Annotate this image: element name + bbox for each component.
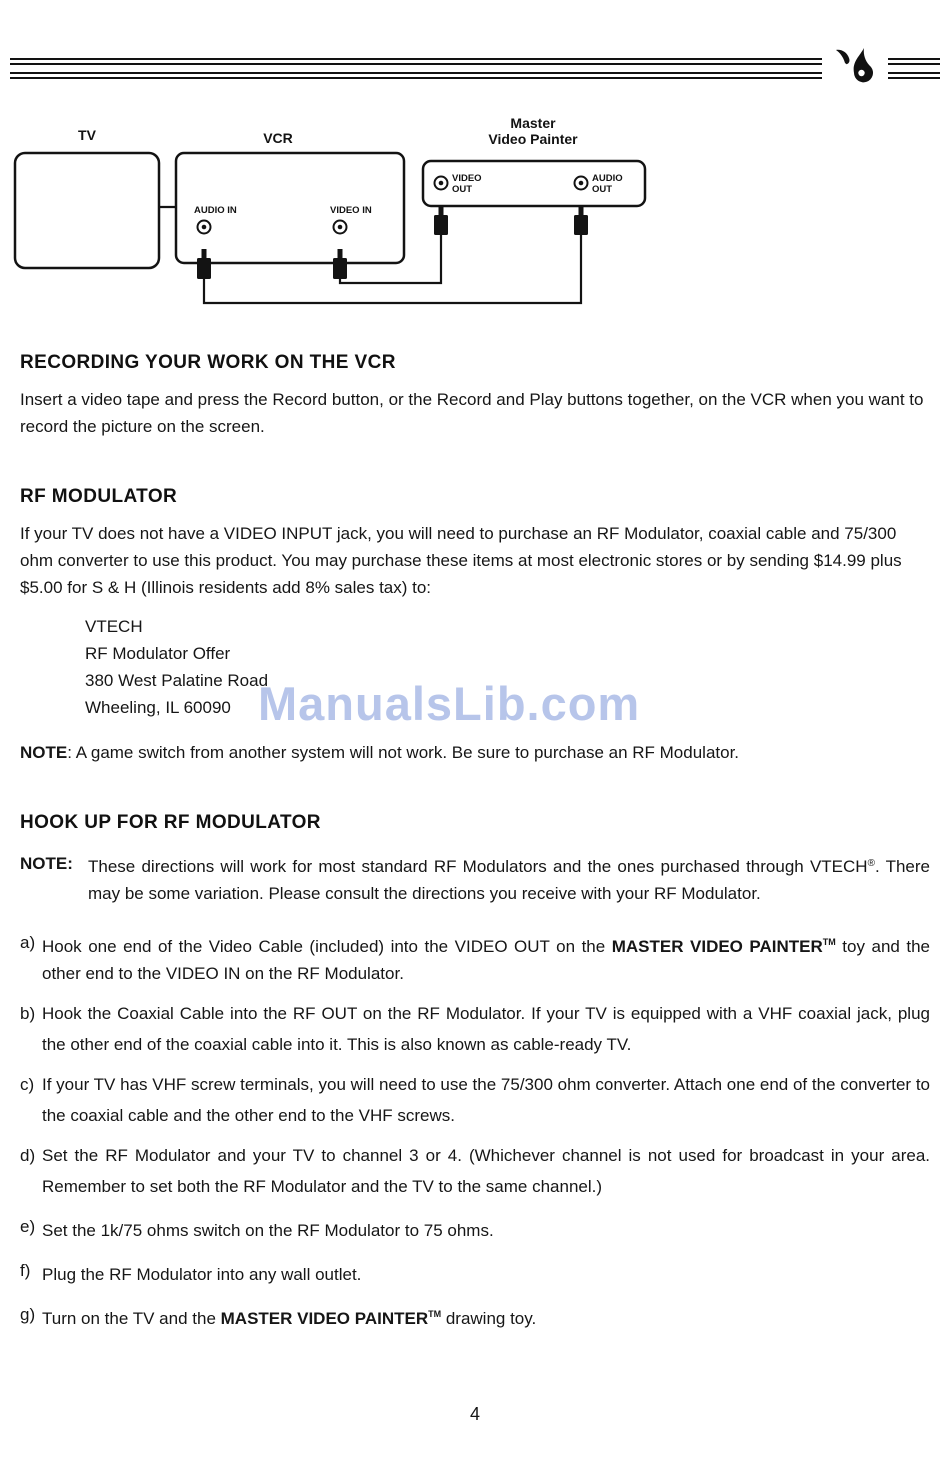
audio-out-label-line2: OUT: [592, 184, 613, 195]
trademark-mark: TM: [822, 937, 836, 947]
address-line: 380 West Palatine Road: [85, 671, 269, 690]
step-label: f): [20, 1261, 31, 1280]
address-line: VTECH: [85, 617, 143, 636]
manualslib-watermark: ManualsLib.com: [258, 677, 641, 730]
recording-paragraph: Insert a video tape and press the Record button, or the Record and Play buttons together, on the VCR when you want to record the picture on the screen.: [20, 390, 924, 436]
video-in-label: VIDEO IN: [330, 205, 372, 216]
mvp-label-line1: Master: [510, 115, 556, 131]
rf-modulator-note: [20, 739, 930, 766]
mailing-address: [85, 613, 930, 721]
video-out-label-line1: VIDEO: [452, 173, 482, 184]
brand-logo-icon: [822, 46, 888, 88]
rf-modulator-paragraph: If your TV does not have a VIDEO INPUT jack, you will need to purchase an RF Modulator, coaxial cable and 75/300 ohm converter to use this product. You may purchase these items at most electronic stores or by sending $14.99 plus $5.00 for S & H (Illinois residents add 8% sales tax) to:: [20, 524, 902, 597]
tv-label: TV: [78, 127, 96, 143]
hookup-step-f: [20, 1257, 930, 1288]
step-text: Set the RF Modulator and your TV to channel 3 or 4. (Whichever channel is not used for broadcast in your area. Remember to set both the RF Modulator and the TV to the same channel.): [42, 1146, 930, 1196]
address-line: Wheeling, IL 60090: [85, 698, 231, 717]
step-text: Hook one end of the Video Cable (included) into the VIDEO OUT on the MASTER VIDEO PAINTER™ toy and the other end to the VIDEO IN on the RF Modulator.: [42, 937, 930, 983]
hookup-step-a: [20, 929, 930, 987]
hookup-steps-list: [20, 929, 930, 1332]
vcr-label: VCR: [263, 130, 293, 146]
audio-out-plug-icon: [574, 206, 588, 235]
note-label: NOTE:: [20, 854, 73, 873]
section-heading-rf-modulator: RF MODULATOR: [20, 486, 178, 507]
step-label: c): [20, 1075, 35, 1094]
trademark-mark: TM: [428, 1309, 442, 1319]
mvp-label-line2: Video Painter: [488, 131, 578, 147]
note-text: These directions will work for most standard RF Modulators and the ones purchased through VTECH®. There may be some variation. Please consult the directions you receive with your RF Modulator.: [88, 857, 930, 903]
header-rule: [10, 63, 940, 65]
step-text: Plug the RF Modulator into any wall outlet.: [42, 1265, 362, 1284]
header-rule: [10, 58, 940, 60]
video-out-label-line2: OUT: [452, 184, 473, 195]
step-text: Hook the Coaxial Cable into the RF OUT on the RF Modulator. If your TV is equipped with a VHF coaxial jack, plug the other end of the coaxial cable into it. This is also known as cable-ready TV.: [42, 1004, 930, 1054]
hookup-step-d: [20, 1142, 930, 1200]
step-label: d): [20, 1146, 36, 1165]
audio-out-label-line1: AUDIO: [592, 173, 623, 184]
step-text: Turn on the TV and the MASTER VIDEO PAINTER™ drawing toy.: [42, 1309, 537, 1328]
header-rule: [10, 72, 940, 74]
page-number: 4: [469, 1404, 480, 1424]
audio-in-label: AUDIO IN: [194, 205, 237, 216]
section-heading-recording: RECORDING YOUR WORK ON THE VCR: [20, 352, 396, 373]
step-text: Set the 1k/75 ohms switch on the RF Modulator to 75 ohms.: [42, 1221, 494, 1240]
hookup-note: [20, 850, 930, 907]
registered-mark: ®: [867, 858, 875, 869]
page-content: [0, 352, 950, 1332]
note-text: : A game switch from another system will not work. Be sure to purchase an RF Modulator.: [67, 743, 740, 762]
step-label: g): [20, 1305, 36, 1324]
section-heading-hookup: HOOK UP FOR RF MODULATOR: [20, 812, 321, 833]
hookup-step-b: [20, 1000, 930, 1058]
page-header: [10, 58, 940, 79]
step-label: e): [20, 1217, 36, 1236]
step-text: If your TV has VHF screw terminals, you will need to use the 75/300 ohm converter. Attach one end of the converter to the coaxial cable and the other end to the VHF screws.: [42, 1075, 930, 1125]
tv-box: [15, 153, 159, 268]
hookup-step-e: [20, 1213, 930, 1244]
step-label: a): [20, 933, 36, 952]
note-label: NOTE: [20, 743, 68, 762]
step-label: b): [20, 1004, 36, 1023]
hookup-step-g: [20, 1301, 930, 1332]
header-rule: [10, 77, 940, 79]
address-line: RF Modulator Offer: [85, 644, 231, 663]
video-out-plug-icon: [434, 206, 448, 235]
hookup-diagram: [0, 111, 950, 326]
hookup-step-c: [20, 1071, 930, 1129]
